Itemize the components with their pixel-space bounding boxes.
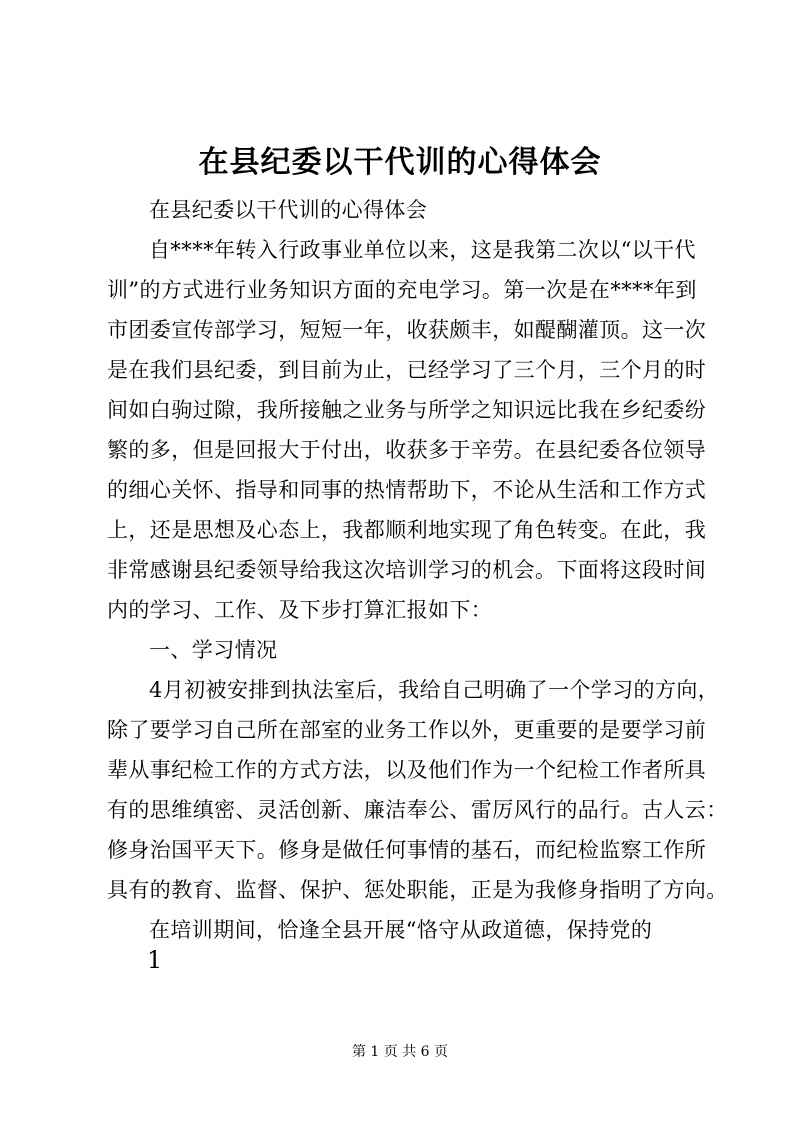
paragraph-2-line: 有的思维缜密、灵活创新、廉洁奉公、雷厉风行的品行。古人云： (107, 798, 728, 822)
paragraph-2-line: 4月初被安排到执法室后，我给自己明确了一个学习的方向， (149, 678, 720, 702)
paragraph-2 (107, 670, 728, 910)
paragraph-2-line: 除了要学习自己所在部室的业务工作以外，更重要的是要学习前 (107, 718, 707, 742)
inline-page-number: 1 (147, 946, 163, 974)
paragraph-3: 在培训期间，恰逢全县开展“恪守从政道德，保持党的 (149, 918, 653, 942)
paragraph-1-line: 内的学习、工作、及下步打算汇报如下： (107, 598, 493, 622)
subtitle: 在县纪委以干代训的心得体会 (149, 198, 428, 222)
paragraph-1-line: 是在我们县纪委，到目前为止，已经学习了三个月，三个月的时 (107, 358, 707, 382)
paragraph-2-line: 具有的教育、监督、保护、惩处职能，正是为我修身指明了方向。 (107, 878, 728, 902)
section-heading: 一、学习情况 (149, 638, 278, 662)
paragraph-1-line: 市团委宣传部学习，短短一年，收获颇丰，如醍醐灌顶。这一次 (107, 318, 707, 342)
paragraph-1-line: 非常感谢县纪委领导给我这次培训学习的机会。下面将这段时间 (107, 558, 707, 582)
paragraph-1-line: 自****年转入行政事业单位以来，这是我第二次以“以干代 (149, 238, 696, 262)
paragraph-2-line: 辈从事纪检工作的方式方法，以及他们作为一个纪检工作者所具 (107, 758, 707, 782)
paragraph-1-line: 训”的方式进行业务知识方面的充电学习。第一次是在****年到 (107, 278, 697, 302)
page-footer: 第 1 页 共 6 页 (351, 1044, 449, 1060)
paragraph-1-line: 间如白驹过隙，我所接触之业务与所学之知识远比我在乡纪委纷 (107, 398, 707, 422)
paragraph-1-line: 上，还是思想及心态上，我都顺利地实现了角色转变。在此，我 (107, 518, 707, 542)
paragraph-1 (107, 230, 707, 630)
paragraph-1-line: 的细心关怀、指导和同事的热情帮助下，不论从生活和工作方式 (107, 478, 707, 502)
paragraph-1-line: 繁的多，但是回报大于付出，收获多于辛劳。在县纪委各位领导 (107, 438, 707, 462)
document-body (107, 190, 728, 950)
paragraph-2-line: 修身治国平天下。修身是做任何事情的基石，而纪检监察工作所 (107, 838, 707, 862)
document-title: 在县纪委以干代训的心得体会 (198, 145, 602, 180)
